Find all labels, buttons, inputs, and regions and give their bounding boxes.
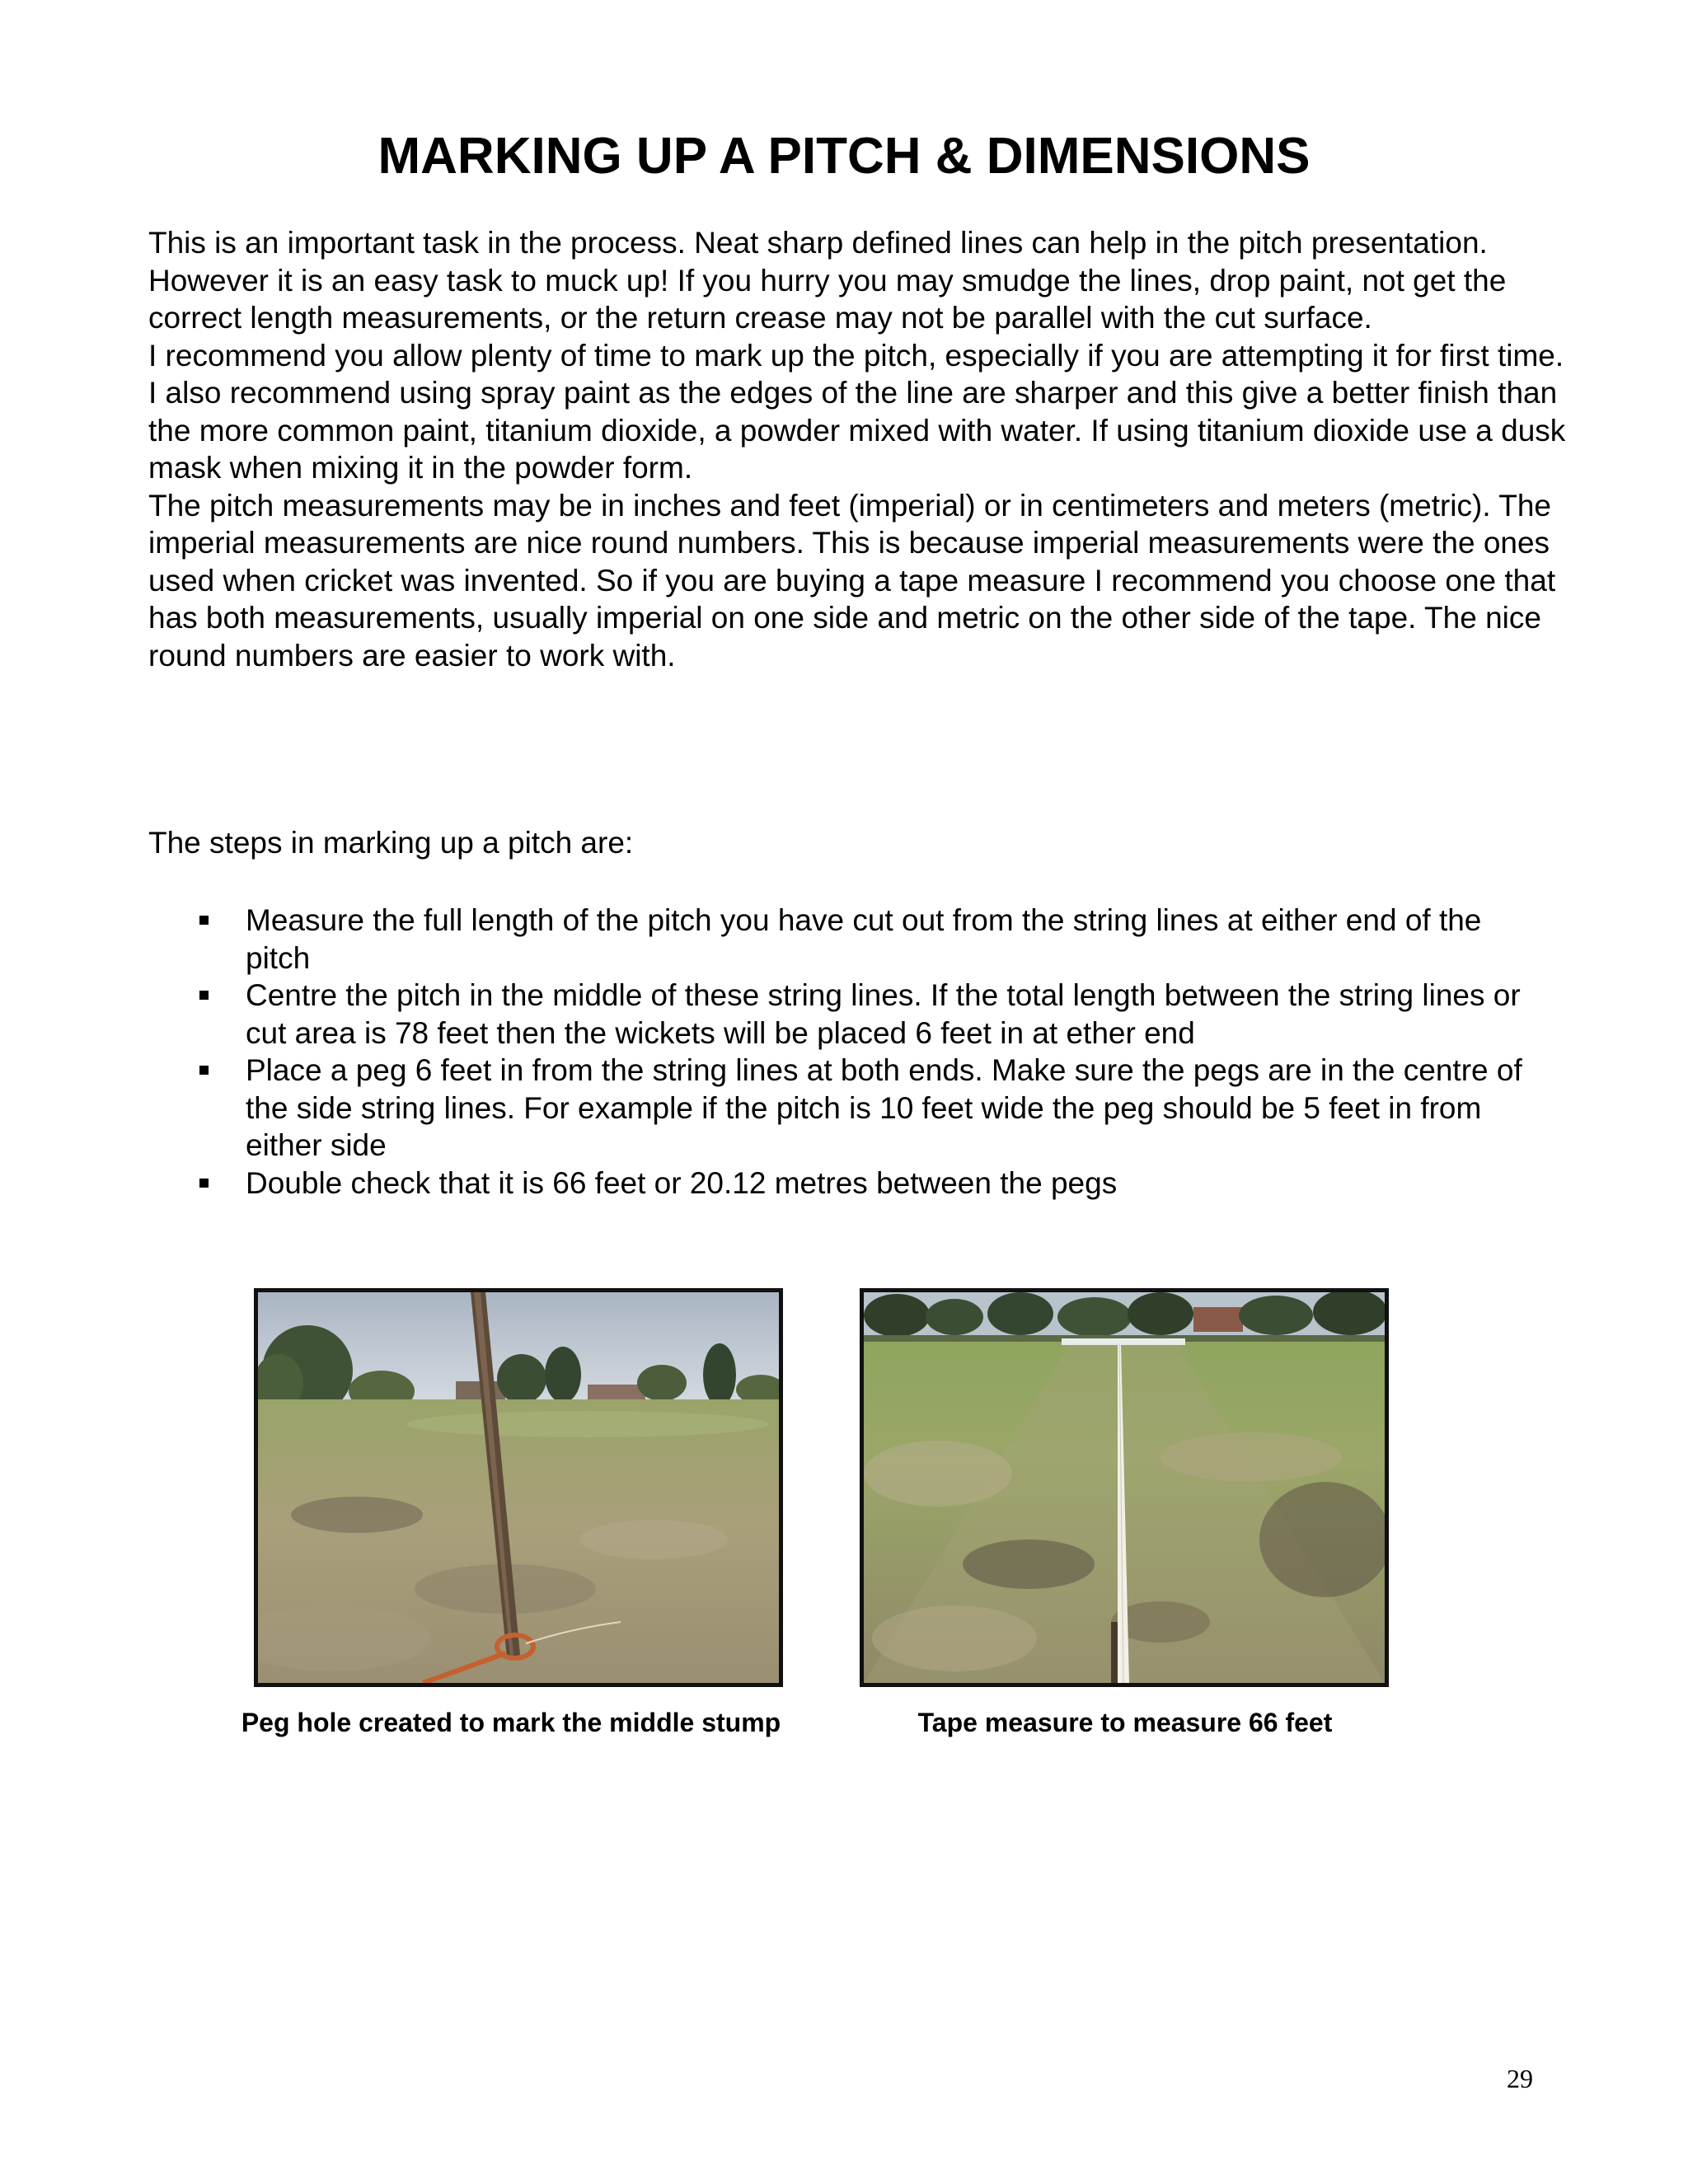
photo-tape-measure (860, 1288, 1389, 1687)
tape-measure-photo-illustration (864, 1292, 1385, 1683)
list-item-text: Measure the full length of the pitch you have cut out from the string lines at either end of the pitch (246, 903, 1482, 975)
square-bullet-icon (199, 916, 209, 925)
paragraph-measurements: The pitch measurements may be in inches and feet (imperial) or in centimeters and meters (metric). The imperial measurements are nice round numbers. This is because imperial measurements were the ones used when cricket was invented. So if you are buying a tape measure I recommend you choose one that has both measurements, usually imperial on one side and metric on the other side of the tape. The nice round numbers are easier to work with. (148, 488, 1556, 673)
paragraph-time: I recommend you allow plenty of time to mark up the pitch, especially if you are attempting it for first time. (148, 338, 1564, 373)
list-item-text: Double check that it is 66 feet or 20.12 metres between the pegs (246, 1165, 1118, 1200)
square-bullet-icon (199, 991, 209, 1000)
square-bullet-icon (199, 1066, 209, 1075)
photo-peg-hole (254, 1288, 783, 1687)
paragraph-paint: I also recommend using spray paint as the edges of the line are sharper and this give a better finish than the more common paint, titanium dioxide, a powder mixed with water. If using titanium dioxide use a dusk mask when mixing it in the powder form. (148, 376, 1566, 485)
paragraph-intro: This is an important task in the process. Neat sharp defined lines can help in the pitch presentation. (148, 226, 1488, 260)
page-number: 29 (1507, 2064, 1533, 2093)
steps-list (148, 902, 1550, 1202)
page-title: MARKING UP A PITCH & DIMENSIONS (377, 128, 1311, 185)
peg-photo-illustration (258, 1292, 779, 1683)
figure-caption-tape: Tape measure to measure 66 feet (917, 1708, 1333, 1737)
paragraph-caution: However it is an easy task to muck up! If you hurry you may smudge the lines, drop paint, not get the correct length measurements, or the return crease may not be parallel with the cut surface. (148, 263, 1507, 335)
list-item (148, 1052, 1550, 1165)
list-item (148, 977, 1550, 1052)
square-bullet-icon (199, 1179, 209, 1188)
list-item-text: Place a peg 6 feet in from the string lines at both ends. Make sure the pegs are in the centre of the side string lines. For example if the pitch is 10 feet wide the peg should be 5 feet in from either side (246, 1053, 1522, 1162)
figure-caption-peg: Peg hole created to mark the middle stump (241, 1708, 781, 1737)
list-item-text: Centre the pitch in the middle of these string lines. If the total length between the string lines or cut area is 78 feet then the wickets will be placed 6 feet in at ether end (246, 978, 1521, 1050)
body-text (148, 224, 1566, 674)
steps-intro: The steps in marking up a pitch are: (148, 826, 634, 860)
list-item (148, 902, 1550, 977)
list-item (148, 1165, 1550, 1202)
